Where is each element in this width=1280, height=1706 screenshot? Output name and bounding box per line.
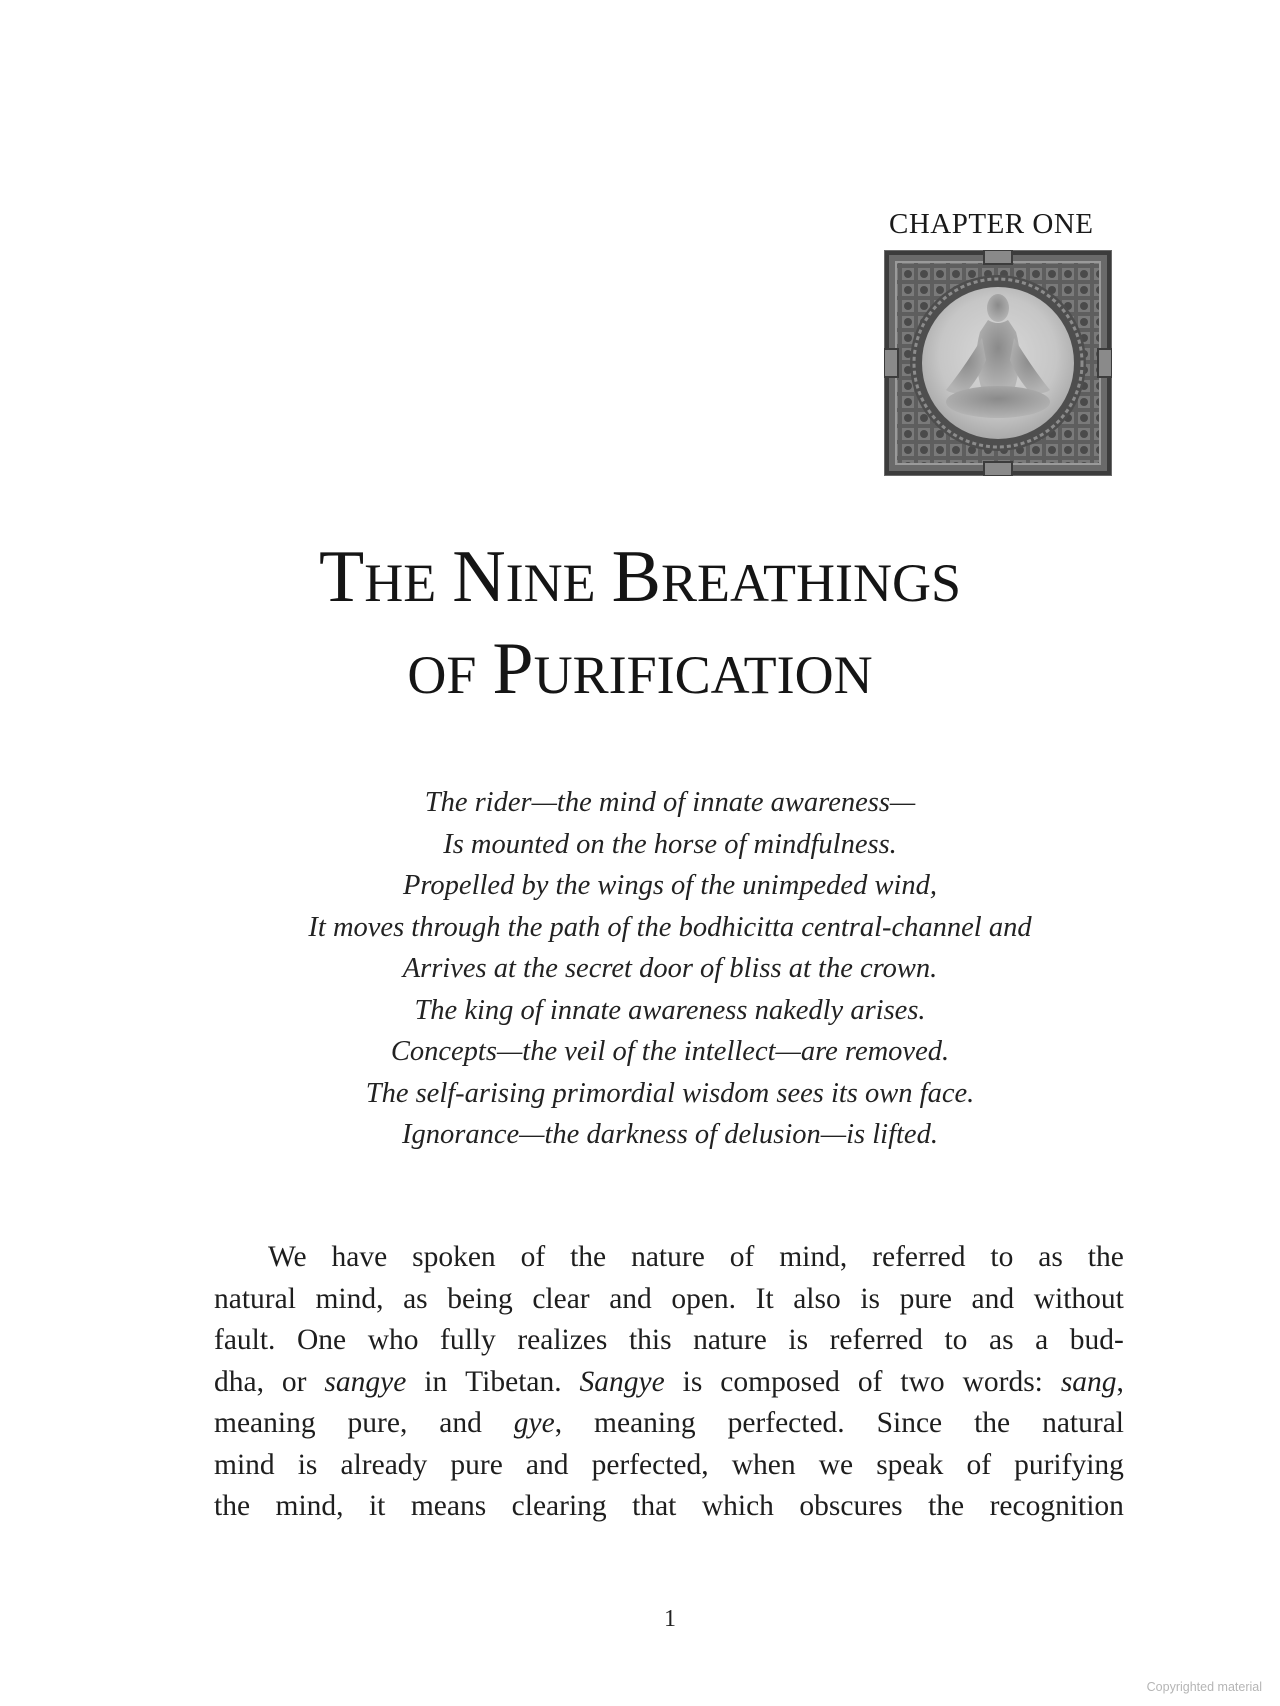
body-word: fault. <box>214 1324 276 1356</box>
body-word: spoken <box>412 1241 496 1273</box>
body-word: recognition <box>989 1490 1124 1522</box>
body-word: mind <box>214 1448 275 1481</box>
epigraph-line: Concepts—the veil of the intellect—are removed. <box>390 1036 950 1067</box>
body-word: perfected, <box>591 1448 709 1481</box>
body-word: in <box>424 1365 448 1398</box>
body-word: pure, <box>347 1407 408 1439</box>
body-paragraph <box>214 1237 1124 1528</box>
epigraph-line: Propelled by the wings of the unimpeded wind, <box>402 870 938 901</box>
body-word: realizes <box>517 1324 608 1356</box>
epigraph-line: It moves through the path of the bodhicitta central-channel and <box>308 911 1032 943</box>
body-word: that <box>632 1490 677 1522</box>
body-word: perfected. <box>727 1407 845 1439</box>
body-word: sangye <box>324 1365 407 1398</box>
body-word: meaning <box>214 1407 316 1439</box>
body-word: and <box>971 1282 1015 1315</box>
body-word: speak <box>876 1448 944 1481</box>
body-word: this <box>628 1324 672 1356</box>
body-word: Since <box>876 1407 943 1439</box>
body-word: is <box>682 1365 703 1398</box>
body-word: bud- <box>1069 1324 1124 1356</box>
copyright-watermark: Copyrighted material <box>1146 1680 1262 1694</box>
body-word: and <box>439 1407 482 1439</box>
body-word: pure <box>450 1448 503 1481</box>
body-word: it <box>368 1490 386 1522</box>
body-word: is <box>860 1282 880 1315</box>
title-word: THE <box>319 536 437 618</box>
body-line <box>214 1237 1124 1279</box>
epigraph-line: The rider—the mind of innate awareness— <box>424 787 916 818</box>
body-word: already <box>340 1448 428 1481</box>
body-word: and <box>525 1448 569 1481</box>
title-word: OF <box>407 645 477 705</box>
epigraph-line: Is mounted on the horse of mindfulness. <box>443 828 897 860</box>
body-word: the <box>214 1490 251 1522</box>
body-word: One <box>296 1324 347 1356</box>
body-word: without <box>1033 1282 1124 1315</box>
body-word: we <box>818 1448 854 1481</box>
body-word: the <box>928 1490 965 1522</box>
body-word: of <box>729 1241 755 1273</box>
epigraph-poem <box>0 782 1280 1156</box>
epigraph-line: The king of innate awareness nakedly arises. <box>414 994 926 1026</box>
chapter-label: CHAPTER ONE <box>889 208 1094 240</box>
meditating-figure-mandala-icon <box>884 250 1112 476</box>
body-word: composed <box>720 1365 840 1398</box>
body-word: nature <box>631 1241 705 1273</box>
body-word: or <box>281 1365 307 1398</box>
body-word: which <box>701 1490 774 1522</box>
body-word: words: <box>962 1365 1043 1398</box>
body-word: as <box>1038 1241 1063 1273</box>
body-word: clear <box>532 1282 590 1315</box>
body-line <box>214 1320 1124 1362</box>
body-word: have <box>331 1241 388 1273</box>
body-word: meaning <box>594 1407 696 1439</box>
body-word: natural <box>214 1282 296 1315</box>
chapter-title-line-1 <box>0 536 1280 618</box>
title-word: PURIFICATION <box>492 628 873 710</box>
body-word: the <box>570 1241 607 1273</box>
body-word: also <box>793 1282 841 1315</box>
body-word: the <box>974 1407 1011 1439</box>
body-line <box>214 1279 1124 1321</box>
chapter-title-line-2 <box>0 628 1280 710</box>
body-word: a <box>1035 1324 1049 1356</box>
body-word: We <box>268 1241 307 1273</box>
epigraph-line: The self-arising primordial wisdom sees its own face. <box>365 1077 975 1109</box>
title-word: NINE <box>452 536 596 618</box>
body-word: as <box>403 1282 428 1315</box>
body-word: of <box>520 1241 546 1273</box>
epigraph-line: Ignorance—the darkness of delusion—is lifted. <box>402 1119 938 1150</box>
body-word: of <box>966 1448 992 1481</box>
body-word: means <box>410 1490 487 1522</box>
body-word: the <box>1087 1241 1124 1273</box>
body-word: being <box>447 1282 513 1315</box>
body-word: of <box>857 1365 883 1398</box>
page-number: 1 <box>664 1606 676 1632</box>
body-word: purifying <box>1014 1448 1124 1481</box>
body-word: is <box>297 1448 318 1481</box>
title-word: BREATHINGS <box>611 536 961 618</box>
body-word: two <box>900 1365 945 1398</box>
body-word: dha, <box>214 1365 264 1398</box>
body-word: Sangye <box>579 1365 665 1398</box>
body-word: nature <box>693 1324 767 1356</box>
body-word: who <box>367 1324 419 1356</box>
chapter-emblem-image <box>884 250 1112 476</box>
body-line <box>214 1486 1124 1528</box>
body-word: fully <box>440 1324 496 1356</box>
body-line <box>214 1403 1124 1445</box>
body-line <box>214 1445 1124 1487</box>
body-word: Tibetan. <box>465 1365 562 1398</box>
body-word: to <box>990 1241 1014 1273</box>
body-word: mind, <box>315 1282 384 1315</box>
epigraph-line: Arrives at the secret door of bliss at the crown. <box>402 953 938 984</box>
body-word: gye, <box>513 1407 563 1439</box>
body-word: obscures <box>799 1490 903 1522</box>
body-word: natural <box>1042 1407 1124 1439</box>
body-line <box>214 1362 1124 1404</box>
body-word: mind, <box>779 1241 848 1273</box>
body-word: sang, <box>1060 1365 1124 1398</box>
body-word: is <box>788 1324 809 1356</box>
body-word: to <box>944 1324 968 1356</box>
body-word: referred <box>829 1324 923 1356</box>
body-word: when <box>731 1448 796 1481</box>
body-word: as <box>988 1324 1014 1356</box>
body-word: referred <box>872 1241 966 1273</box>
body-word: and <box>609 1282 652 1315</box>
body-word: pure <box>899 1282 952 1315</box>
body-word: clearing <box>511 1490 607 1522</box>
body-word: mind, <box>275 1490 344 1522</box>
body-word: open. <box>671 1282 737 1315</box>
body-word: It <box>755 1282 774 1315</box>
